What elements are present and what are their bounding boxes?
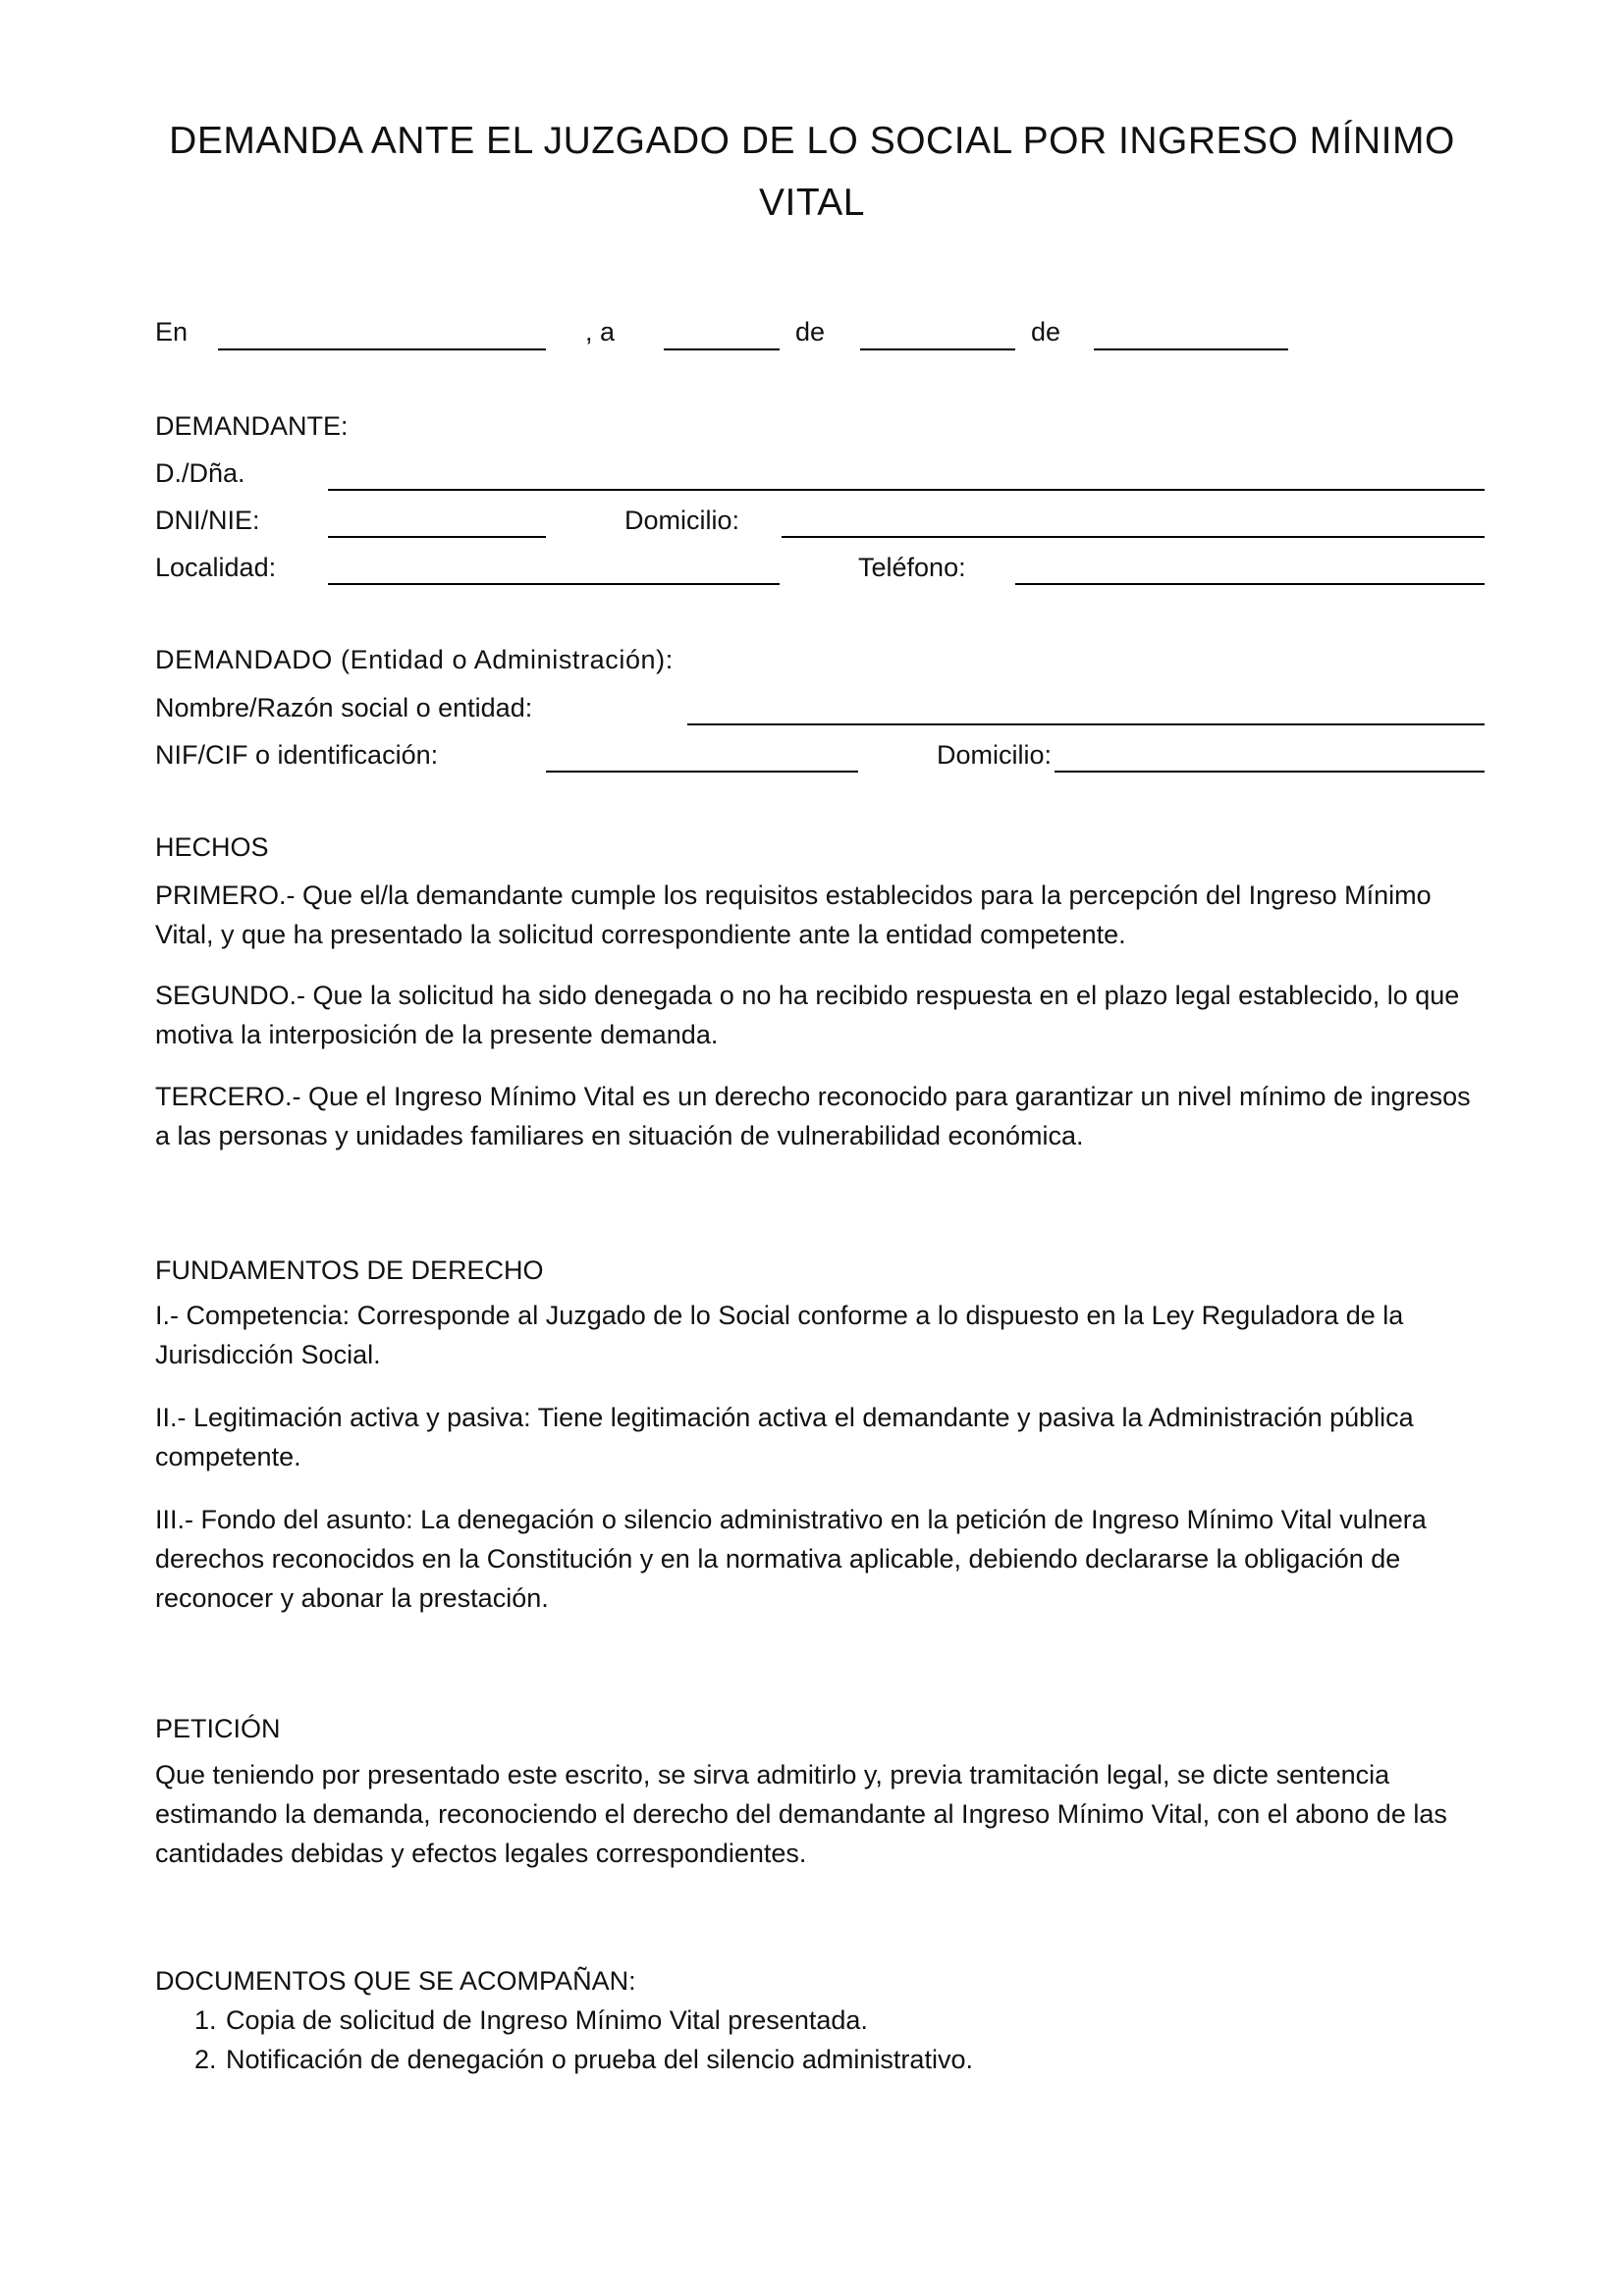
hecho-tercero: TERCERO.- Que el Ingreso Mínimo Vital es un derecho reconocido para garantizar un nivel mínimo de ingresos a las personas y unidades familiares en situación de vulnerabilidad económica. xyxy=(155,1082,1471,1150)
demandado-nif-blank[interactable] xyxy=(546,771,858,773)
demandante-telefono-label: Teléfono: xyxy=(858,553,966,582)
date-a-label: , a xyxy=(585,317,616,347)
list-item: 2. Notificación de denegación o prueba del silencio administrativo. xyxy=(224,2040,1559,2079)
demandante-domicilio-blank[interactable] xyxy=(782,536,1485,538)
demandado-domicilio-label: Domicilio: xyxy=(937,740,1053,770)
demandado-nombre-blank[interactable] xyxy=(687,723,1485,725)
demandante-domicilio-label: Domicilio: xyxy=(624,506,740,535)
fundamento-iii: III.- Fondo del asunto: La denegación o silencio administrativo en la petición de Ingreso Mínimo Vital vulnera derechos reconocidos en la Constitución y en la normativa aplicable, debiendo declararse la obligación de reconocer y abonar la prestación. xyxy=(155,1505,1427,1613)
place-blank[interactable] xyxy=(218,348,546,350)
demandante-name-label: D./Dña. xyxy=(155,458,245,488)
fundamentos-heading: FUNDAMENTOS DE DERECHO xyxy=(155,1255,544,1285)
demandado-nif-label: NIF/CIF o identificación: xyxy=(155,740,439,770)
demandado-domicilio-blank[interactable] xyxy=(1055,771,1485,773)
demandante-dni-label: DNI/NIE: xyxy=(155,506,260,535)
demandado-heading: DEMANDADO (Entidad o Administración): xyxy=(155,645,674,674)
day-blank[interactable] xyxy=(664,348,780,350)
hecho-segundo: SEGUNDO.- Que la solicitud ha sido denegada o no ha recibido respuesta en el plazo legal establecido, lo que motiva la interposición de la presente demanda. xyxy=(155,981,1460,1049)
fundamento-ii: II.- Legitimación activa y pasiva: Tiene legitimación activa el demandante y pasiva la Administración pública competente. xyxy=(155,1403,1414,1471)
documentos-heading: DOCUMENTOS QUE SE ACOMPAÑAN: xyxy=(155,1966,636,1996)
demandante-localidad-label: Localidad: xyxy=(155,553,277,582)
list-item: 1. Copia de solicitud de Ingreso Mínimo Vital presentada. xyxy=(224,2001,1559,2040)
demandante-dni-blank[interactable] xyxy=(328,536,546,538)
demandante-localidad-blank[interactable] xyxy=(328,583,780,585)
hechos-heading: HECHOS xyxy=(155,832,269,862)
demandante-name-blank[interactable] xyxy=(328,489,1485,491)
hecho-primero: PRIMERO.- Que el/la demandante cumple los requisitos establecidos para la percepción del Ingreso Mínimo Vital, y que ha presentado la solicitud correspondiente ante la entidad competente. xyxy=(155,881,1432,949)
demandante-telefono-blank[interactable] xyxy=(1015,583,1485,585)
documentos-list xyxy=(155,2001,1559,2079)
demandante-heading: DEMANDANTE: xyxy=(155,411,349,441)
month-blank[interactable] xyxy=(860,348,1015,350)
date-en-label: En xyxy=(155,317,189,347)
year-blank[interactable] xyxy=(1094,348,1288,350)
demandado-nombre-label: Nombre/Razón social o entidad: xyxy=(155,693,533,722)
date-de2-label: de xyxy=(1031,317,1061,347)
peticion-heading: PETICIÓN xyxy=(155,1714,281,1743)
date-de1-label: de xyxy=(795,317,826,347)
peticion-text: Que teniendo por presentado este escrito, se sirva admitirlo y, previa tramitación legal, se dicte sentencia estimando la demanda, reconociendo el derecho del demandante al Ingreso Mínimo Vital, con el abono de las cantidades debidas y efectos legales correspondientes. xyxy=(155,1760,1447,1868)
fundamento-i: I.- Competencia: Corresponde al Juzgado de lo Social conforme a lo dispuesto en la Ley Reguladora de la Jurisdicción Social. xyxy=(155,1301,1404,1369)
document-title: DEMANDA ANTE EL JUZGADO DE LO SOCIAL POR INGRESO MÍNIMO VITAL xyxy=(169,120,1455,224)
